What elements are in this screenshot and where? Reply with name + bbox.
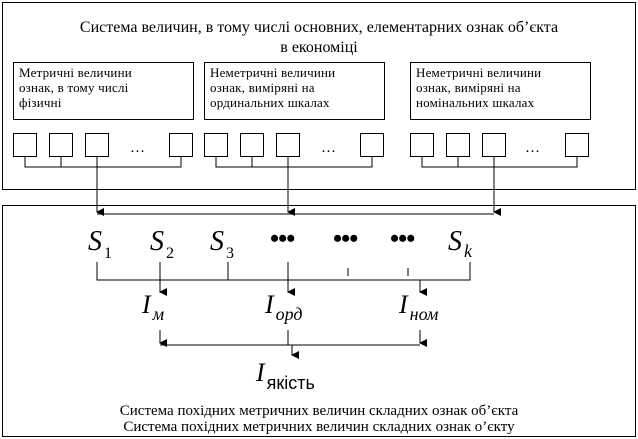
ellipsis: … (130, 140, 145, 156)
category-metric-line1: Метричні величини (19, 65, 132, 80)
index-metric: I $_м$ (142, 290, 165, 324)
index-quality: I $_{якість}$ (256, 358, 315, 393)
s-symbol-1: S $_1$ (88, 226, 112, 262)
dots-1: ••• (270, 224, 295, 253)
category-nominal-line1: Неметричні величини (416, 65, 542, 80)
s-symbol-2: S $_2$ (150, 226, 174, 262)
index-ordinal: I $_{орд}$ (265, 290, 303, 324)
index-nominal: I $_{ном}$ (399, 290, 439, 324)
category-ordinal-line2: ознак, виміряні на (210, 80, 315, 95)
dots-2: ••• (333, 224, 358, 253)
category-metric-line3: фізичні (19, 95, 62, 110)
category-nominal-line2: ознак, виміряні на (416, 80, 521, 95)
category-ordinal-line1: Неметричні величини (210, 65, 336, 80)
bottom-caption-line1: Система похідних метричних величин складних ознак об’єкта (119, 403, 519, 419)
s-symbol-k: S $_k$ (448, 226, 472, 261)
category-nominal-line3: номінальних шкалах (416, 95, 535, 110)
dots-3: ••• (390, 224, 415, 253)
category-ordinal-line3: ординальних шкалах (210, 95, 330, 110)
top-panel-title-line2: в економіці (280, 39, 358, 56)
top-panel-title-line1: Система величин, в тому числі основних, елементарних ознак об’єкта (79, 19, 559, 36)
category-metric-line2: ознак, в тому числі (19, 80, 129, 95)
s-symbol-3: S $_3$ (210, 226, 234, 262)
ellipsis: … (525, 140, 540, 156)
bottom-caption-line2: Система похідних метричних величин складних ознак о’єкту (123, 419, 515, 435)
ellipsis: … (321, 140, 336, 156)
